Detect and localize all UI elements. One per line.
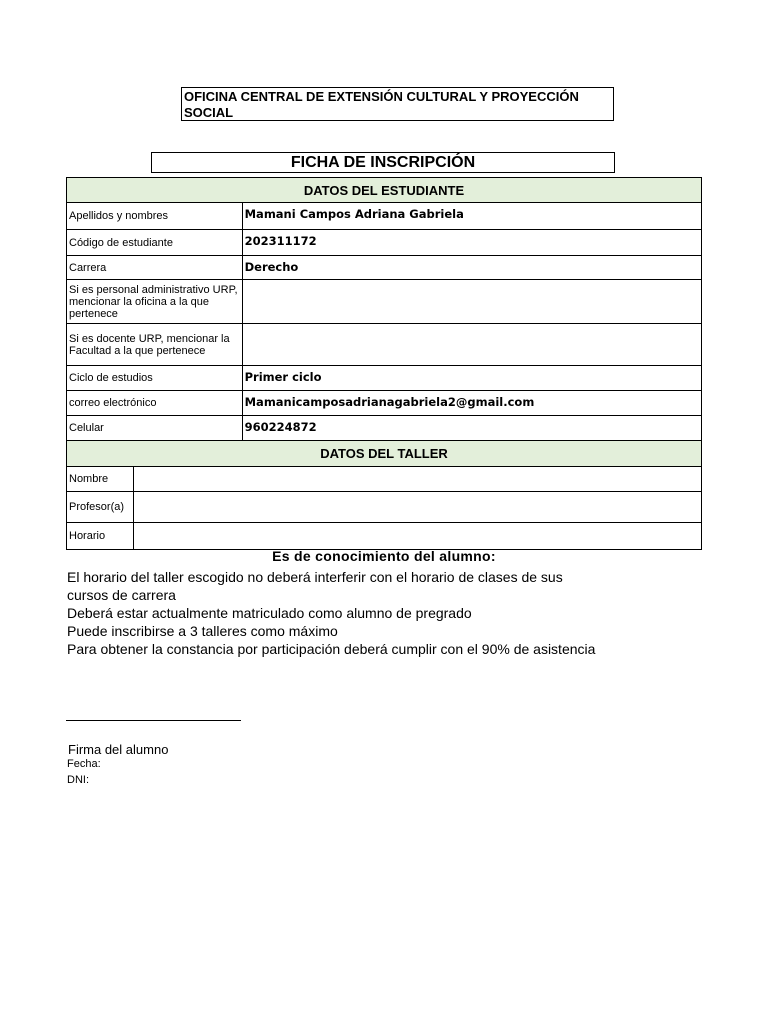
- field-label: Carrera: [67, 256, 243, 280]
- field-value[interactable]: [133, 467, 701, 492]
- table-row: [67, 230, 702, 256]
- field-label: Si es docente URP, mencionar la Facultad a la que pertenece: [67, 324, 243, 366]
- table-row: [67, 416, 702, 441]
- table-row: [67, 256, 702, 280]
- field-value[interactable]: [133, 523, 701, 550]
- student-data-table: [66, 177, 702, 467]
- form-title: FICHA DE INSCRIPCIÓN: [151, 152, 615, 173]
- table-row: [67, 366, 702, 391]
- office-title: OFICINA CENTRAL DE EXTENSIÓN CULTURAL Y PROYECCIÓN SOCIAL: [181, 87, 614, 121]
- dni-label: DNI:: [67, 774, 89, 786]
- notice-item: El horario del taller escogido no deberá interferir con el horario de clases de sus cursos de carrera: [67, 569, 563, 603]
- table-row: [67, 203, 702, 230]
- table-row: [67, 492, 702, 523]
- field-value[interactable]: Derecho: [242, 256, 701, 280]
- field-value[interactable]: Primer ciclo: [242, 366, 701, 391]
- field-value[interactable]: Mamanicamposadrianagabriela2@gmail.com: [242, 391, 701, 416]
- student-section-heading: DATOS DEL ESTUDIANTE: [67, 178, 702, 203]
- field-label: Si es personal administrativo URP, mencionar la oficina a la que pertenece: [67, 280, 243, 324]
- notice-title: Es de conocimiento del alumno:: [272, 548, 496, 564]
- signature-line: [66, 720, 241, 721]
- workshop-data-table: [66, 466, 702, 550]
- field-value[interactable]: 202311172: [242, 230, 701, 256]
- notice-item: Para obtener la constancia por participación deberá cumplir con el 90% de asistencia: [67, 641, 596, 657]
- table-row: [67, 324, 702, 366]
- field-label: Nombre: [67, 467, 134, 492]
- notice-item: Deberá estar actualmente matriculado como alumno de pregrado: [67, 605, 472, 621]
- signature-label: Firma del alumno: [68, 742, 169, 757]
- table-row: [67, 391, 702, 416]
- field-label: Código de estudiante: [67, 230, 243, 256]
- field-value[interactable]: [242, 324, 701, 366]
- field-value[interactable]: Mamani Campos Adriana Gabriela: [242, 203, 701, 230]
- field-value[interactable]: [133, 492, 701, 523]
- field-label: Apellidos y nombres: [67, 203, 243, 230]
- field-label: Profesor(a): [67, 492, 134, 523]
- notice-item: Puede inscribirse a 3 talleres como máximo: [67, 623, 338, 639]
- field-value[interactable]: [242, 280, 701, 324]
- field-label: correo electrónico: [67, 391, 243, 416]
- table-row: [67, 523, 702, 550]
- field-label: Celular: [67, 416, 243, 441]
- date-label: Fecha:: [67, 758, 101, 770]
- notice-list: [67, 568, 607, 658]
- table-row: [67, 280, 702, 324]
- field-label: Horario: [67, 523, 134, 550]
- table-row: [67, 467, 702, 492]
- workshop-section-heading: DATOS DEL TALLER: [67, 441, 702, 467]
- field-label: Ciclo de estudios: [67, 366, 243, 391]
- field-value[interactable]: 960224872: [242, 416, 701, 441]
